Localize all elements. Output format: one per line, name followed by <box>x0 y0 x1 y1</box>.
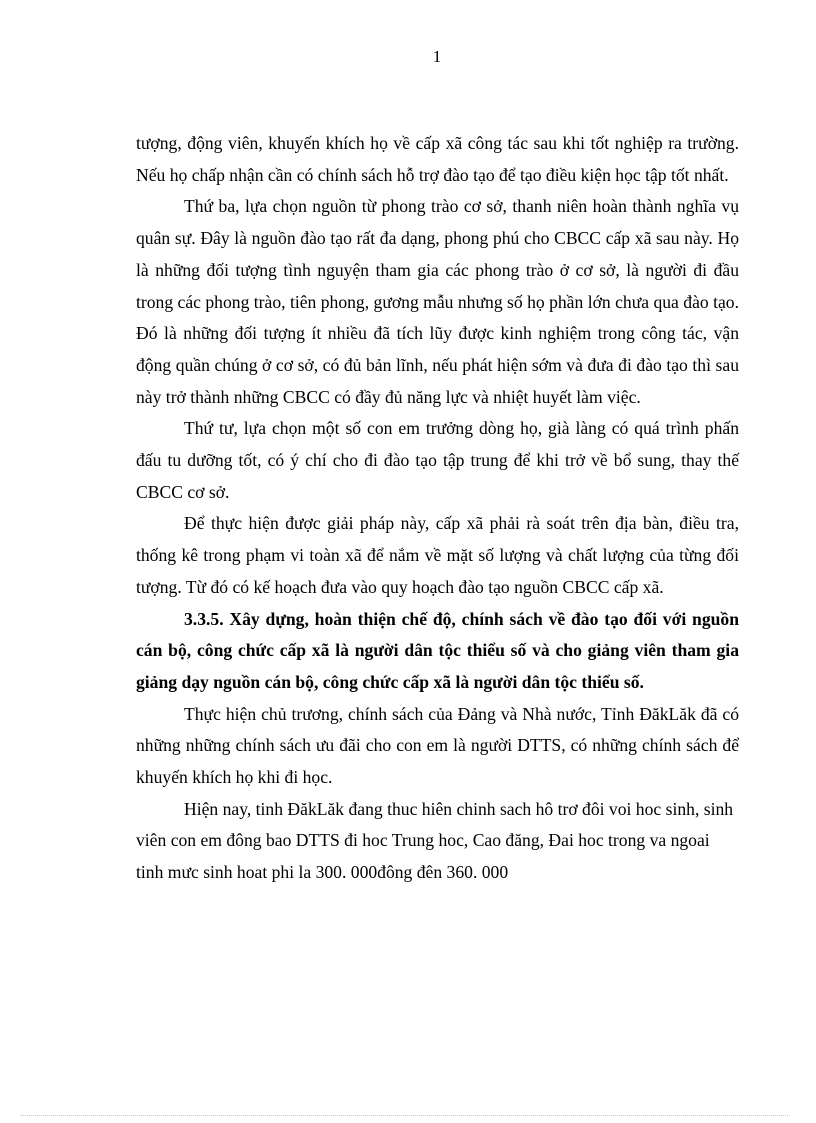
paragraph-chu-truong: Thực hiện chủ trương, chính sách của Đảng và Nhà nước, Tỉnh ĐăkLăk đã có những những chính sách ưu đãi cho con em là người DTTS, có những chính sách để khuyến khích họ khi đi học. <box>136 703 739 788</box>
paragraph-thu-tu: Thứ tư, lựa chọn một số con em trưởng dòng họ, già làng có quá trình phấn đấu tu dưỡng tốt, có ý chí cho đi đào tạo tập trung để khi trở về bổ sung, thay thế CBCC cơ sở. <box>136 418 739 502</box>
page-bottom-divider <box>20 1115 790 1116</box>
section-heading-3-3-5: 3.3.5. Xây dựng, hoàn thiện chế độ, chính sách về đào tạo đối với nguồn cán bộ, công chức cấp xã là người dân tộc thiểu số và cho giảng viên tham gia giảng dạy nguồn cán bộ, công chức cấp xã là người dân tộc thiểu số. <box>136 608 739 692</box>
paragraph-giai-phap: Để thực hiện được giải pháp này, cấp xã phải rà soát trên địa bàn, điều tra, thống kê trong phạm vi toàn xã để nắm về mặt số lượng và chất lượng của từng đối tượng. Từ đó có kế hoạch đưa vào quy hoạch đào tạo nguồn CBCC cấp xã. <box>136 513 739 597</box>
document-body <box>136 128 739 889</box>
page-number: 1 <box>432 47 442 66</box>
paragraph-thu-ba: Thứ ba, lựa chọn nguồn từ phong trào cơ sở, thanh niên hoàn thành nghĩa vụ quân sự. Đây là nguồn đào tạo rất đa dạng, phong phú cho CBCC cấp xã sau này. Họ là những đối tượng tình nguyện tham gia các phong trào ở cơ sở, là người đi đầu trong các phong trào, tiên phong, gương mẫu nhưng số họ phần lớn chưa qua đào tạo. Đó là những đối tượng ít nhiều đã tích lũy được kinh nghiệm trong công tác, vận động quần chúng ở cơ sở, có đủ bản lĩnh, nếu phát hiện sớm và đưa đi đào tạo thì sau này trở thành những CBCC có đầy đủ năng lực và nhiệt huyết làm việc. <box>136 196 739 407</box>
paragraph-hien-nay: Hiện nay, tinh ĐăkLăk đang thuc hiên chinh sach hô trơ đôi voi hoc sinh, sinh viên con em đông bao DTTS đi hoc Trung hoc, Cao đăng, Đai hoc trong va ngoai tinh mưc sinh hoat phi la 300. 000đông đên 360. 000 <box>136 798 734 883</box>
paragraph-continuation: tượng, động viên, khuyến khích họ về cấp xã công tác sau khi tốt nghiệp ra trường. Nếu họ chấp nhận cần có chính sách hỗ trợ đào tạo để tạo điều kiện học tập tốt nhất. <box>136 133 739 185</box>
